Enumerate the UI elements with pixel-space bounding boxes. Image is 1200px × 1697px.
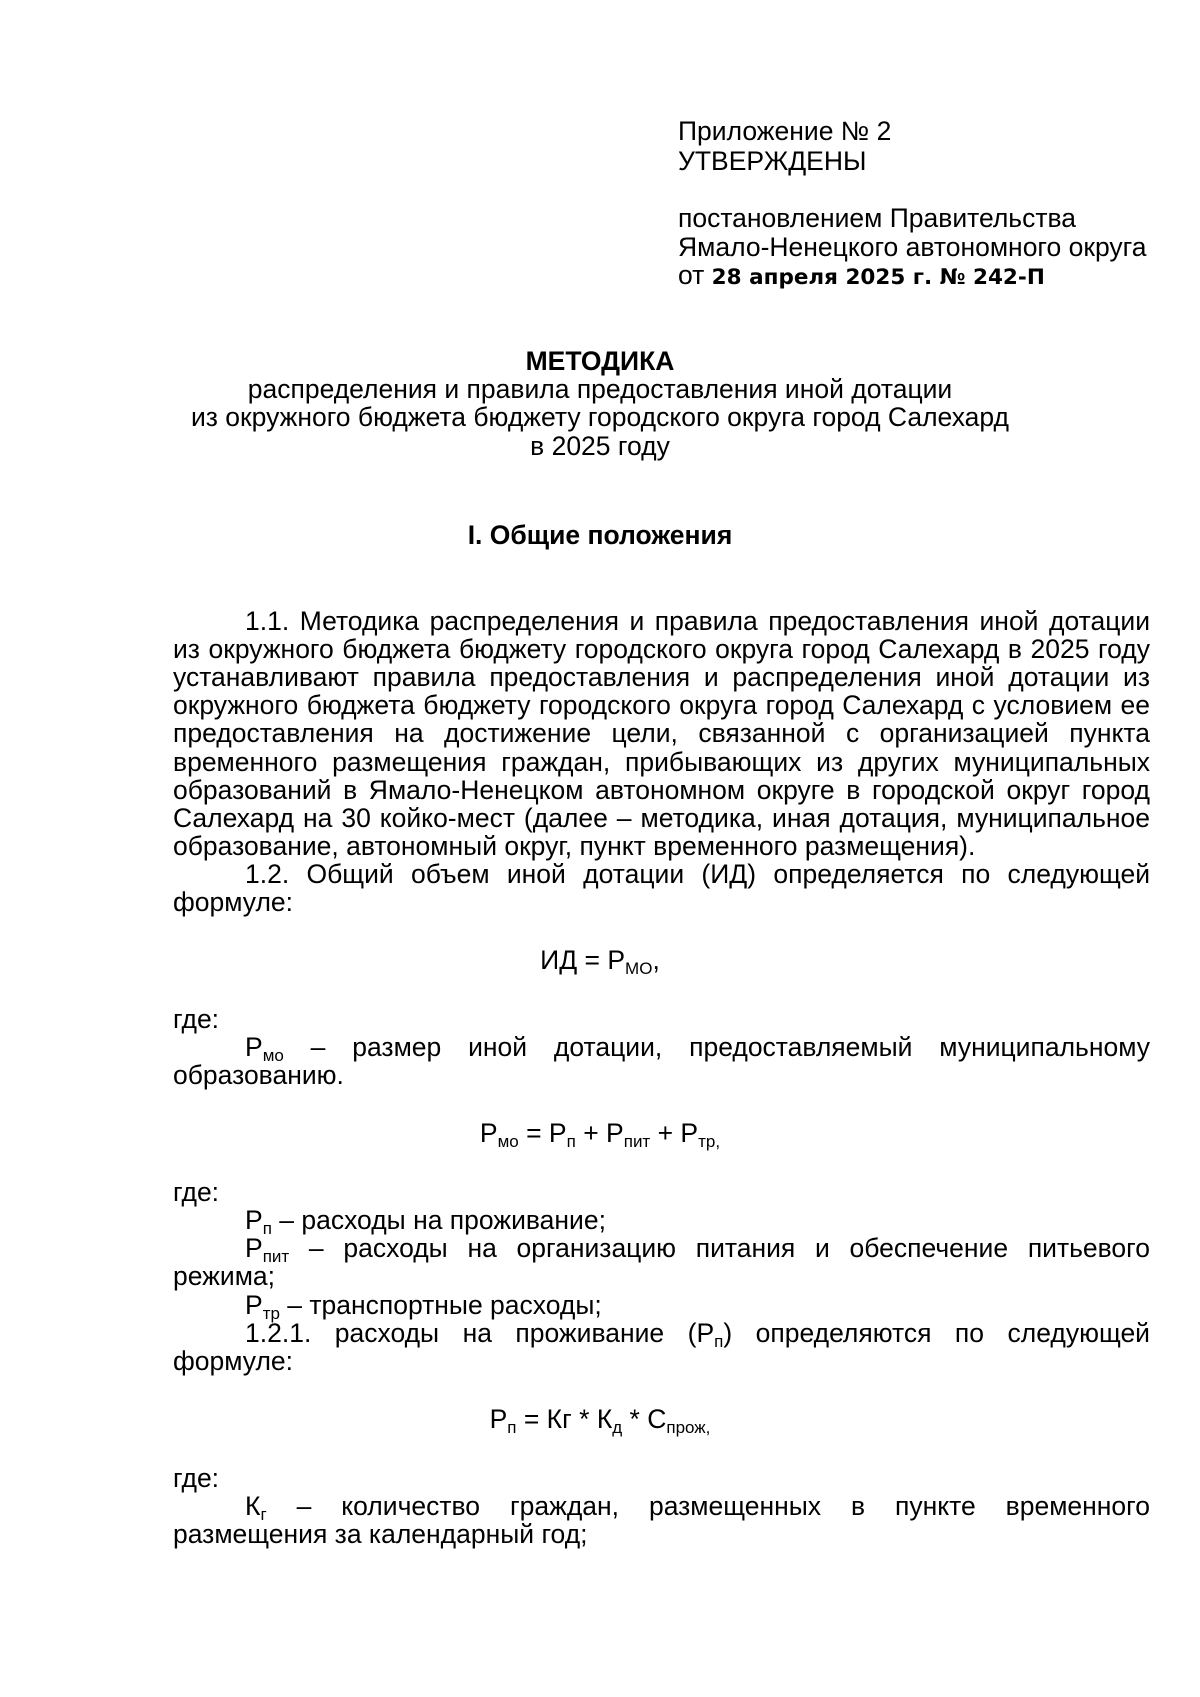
- definition-kg-line-1: $К_г$ – количество граждан, размещенных в пункте временного: [245, 1491, 1150, 1524]
- formula-pp: $Р_п$ = Кг * $К_д * С_{прож,}$: [489, 1404, 711, 1437]
- paragraph-1-1-line: 1.1. Методика распределения и правила предоставления иной дотации: [245, 606, 1150, 636]
- formula-total-subsidy: ИД = $Р_{МО}$,: [540, 945, 660, 978]
- paragraph-1-1-line: образований в Ямало-Ненецком автономном округе в городской округ город: [173, 775, 1150, 805]
- decree-line-1: постановлением Правительства: [678, 203, 1076, 233]
- decree-date-line: [678, 260, 1045, 293]
- paragraph-1-1-line: предоставления на достижение цели, связанной с организацией пункта: [173, 718, 1150, 748]
- where-label: где:: [173, 1463, 220, 1493]
- definition-ppit-line-2: режима;: [173, 1261, 276, 1291]
- definition-pmo-line-2: образованию.: [173, 1060, 344, 1090]
- paragraph-1-1-line: временного размещения граждан, прибывающих из других муниципальных: [173, 747, 1150, 777]
- decree-line-2: Ямало-Ненецкого автономного округа: [678, 232, 1147, 262]
- definition-pp: $Р_п$ – расходы на проживание;: [245, 1205, 606, 1238]
- paragraph-1-2-line: 1.2. Общий объем иной дотации (ИД) определяется по следующей: [245, 859, 1150, 889]
- document-title: МЕТОДИКА: [525, 346, 675, 376]
- section-heading: I. Общие положения: [467, 520, 733, 550]
- decree-date-prefix: от: [678, 260, 705, 290]
- definition-ppit-line-1: $Р_{пит}$ – расходы на организацию питания и обеспечение питьевого: [245, 1233, 1150, 1266]
- paragraph-1-1-line: образование, автономный округ, пункт временного размещения).: [173, 831, 976, 861]
- definition-ptr: $Р_{тр}$ – транспортные расходы;: [245, 1290, 602, 1323]
- decree-date-number: 28 апреля 2025 г. № 242-П: [711, 265, 1045, 290]
- paragraph-1-1-line: Салехард на 30 койко-мест (далее – методика, иная дотация, муниципальное: [173, 803, 1150, 833]
- definition-kg-line-2: размещения за календарный год;: [173, 1519, 588, 1549]
- title-line-2: из окружного бюджета бюджету городского округа город Салехард: [190, 402, 1009, 432]
- paragraph-1-2-line: формуле:: [173, 887, 294, 917]
- where-label: где:: [173, 1177, 220, 1207]
- definition-pmo-line-1: $Р_{мо}$ – размер иной дотации, предоставляемый муниципальному: [245, 1032, 1150, 1065]
- title-line-1: распределения и правила предоставления иной дотации: [247, 374, 953, 404]
- approved-label: УТВЕРЖДЕНЫ: [678, 146, 867, 176]
- appendix-label: Приложение № 2: [678, 116, 892, 146]
- where-label: где:: [173, 1004, 220, 1034]
- paragraph-1-1-line: устанавливают правила предоставления и распределения иной дотации из: [173, 662, 1150, 692]
- paragraph-1-2-1-line-2: формуле:: [173, 1346, 294, 1376]
- formula-pmo: $Р_{мо} = Р_п + Р_{пит} + Р_{тр,}$: [479, 1118, 721, 1151]
- paragraph-1-2-1-line-1: 1.2.1. расходы на проживание $(Р_п)$ определяются по следующей: [245, 1318, 1150, 1351]
- paragraph-1-1-line: окружного бюджета бюджету городского округа город Салехард с условием ее: [173, 690, 1150, 720]
- title-line-3: в 2025 году: [530, 431, 670, 461]
- paragraph-1-1-line: из окружного бюджета бюджету городского округа город Салехард в 2025 году: [173, 634, 1150, 664]
